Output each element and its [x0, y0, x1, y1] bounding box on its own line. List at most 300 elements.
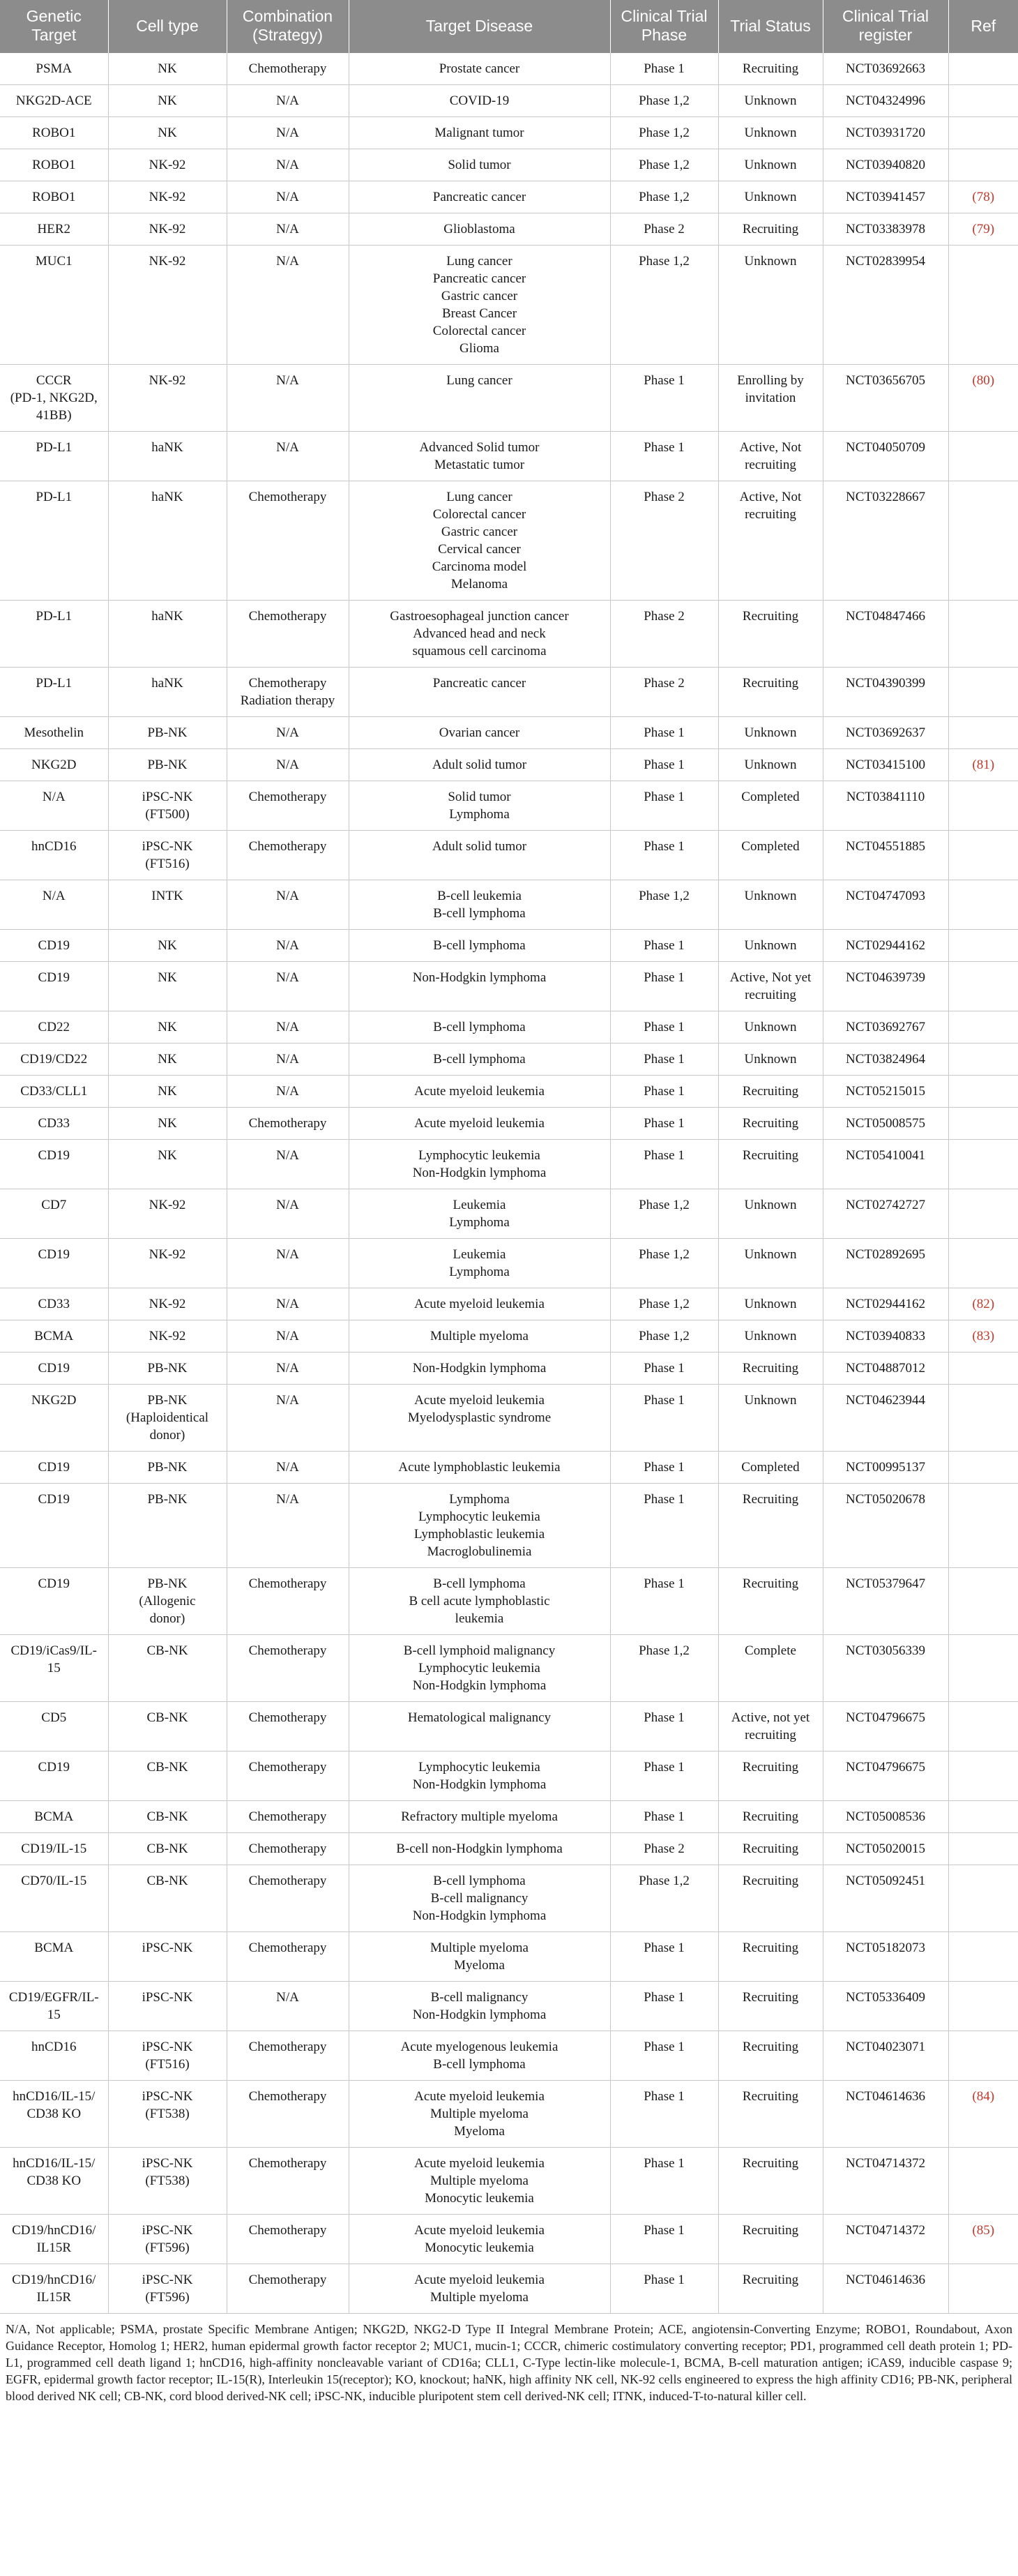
cell-ref: [948, 1982, 1018, 2031]
cell-combination: Chemotherapy: [227, 481, 349, 601]
cell-ref: [948, 1865, 1018, 1932]
table-row: [0, 781, 1018, 831]
cell-trial-status: Unknown: [718, 117, 823, 149]
cell-genetic-target: CD19: [0, 1752, 108, 1801]
cell-trial-status: Recruiting: [718, 53, 823, 85]
cell-genetic-target: PD-L1: [0, 668, 108, 717]
cell-combination: N/A: [227, 1239, 349, 1288]
cell-cell-type: NK: [108, 930, 227, 962]
table-row: [0, 432, 1018, 481]
header-cell-type: Cell type: [108, 0, 227, 53]
cell-trial-status: Recruiting: [718, 1568, 823, 1635]
cell-combination: Chemotherapy: [227, 1801, 349, 1833]
cell-trial-register: NCT04390399: [823, 668, 948, 717]
cell-genetic-target: CD19/hnCD16/ IL15R: [0, 2215, 108, 2264]
cell-genetic-target: PD-L1: [0, 481, 108, 601]
cell-ref: [948, 831, 1018, 880]
table-row: [0, 2031, 1018, 2081]
cell-trial-status: Unknown: [718, 930, 823, 962]
cell-trial-phase: Phase 1,2: [610, 149, 718, 181]
cell-trial-status: Unknown: [718, 1320, 823, 1353]
cell-genetic-target: PSMA: [0, 53, 108, 85]
cell-trial-phase: Phase 1: [610, 962, 718, 1011]
cell-ref: [948, 1833, 1018, 1865]
cell-trial-register: NCT04714372: [823, 2215, 948, 2264]
table-row: [0, 1635, 1018, 1702]
cell-combination: Chemotherapy: [227, 1702, 349, 1752]
cell-trial-phase: Phase 1,2: [610, 1239, 718, 1288]
cell-cell-type: PB-NK: [108, 717, 227, 749]
cell-cell-type: PB-NK: [108, 749, 227, 781]
cell-target-disease: Non-Hodgkin lymphoma: [349, 962, 610, 1011]
cell-trial-phase: Phase 2: [610, 1833, 718, 1865]
cell-cell-type: CB-NK: [108, 1702, 227, 1752]
cell-combination: Chemotherapy: [227, 1108, 349, 1140]
cell-combination: Chemotherapy: [227, 1865, 349, 1932]
cell-genetic-target: CCCR (PD-1, NKG2D, 41BB): [0, 365, 108, 432]
cell-trial-phase: Phase 1: [610, 1982, 718, 2031]
cell-trial-status: Unknown: [718, 1011, 823, 1044]
cell-cell-type: NK-92: [108, 1320, 227, 1353]
table-row: [0, 2215, 1018, 2264]
cell-cell-type: NK: [108, 1140, 227, 1189]
cell-cell-type: CB-NK: [108, 1865, 227, 1932]
cell-trial-register: NCT05215015: [823, 1076, 948, 1108]
cell-ref: [948, 2264, 1018, 2314]
header-ref: Ref: [948, 0, 1018, 53]
cell-cell-type: iPSC-NK (FT596): [108, 2264, 227, 2314]
cell-trial-status: Active, not yet recruiting: [718, 1702, 823, 1752]
cell-target-disease: Acute myeloid leukemia Multiple myeloma Monocytic leukemia: [349, 2148, 610, 2215]
cell-ref: [948, 781, 1018, 831]
cell-target-disease: Lymphoma Lymphocytic leukemia Lymphoblastic leukemia Macroglobulinemia: [349, 1484, 610, 1568]
cell-combination: N/A: [227, 930, 349, 962]
cell-trial-status: Recruiting: [718, 1076, 823, 1108]
cell-trial-phase: Phase 1: [610, 1752, 718, 1801]
cell-trial-status: Recruiting: [718, 601, 823, 668]
cell-trial-phase: Phase 1: [610, 1801, 718, 1833]
table-row: [0, 880, 1018, 930]
header-combination: Combination (Strategy): [227, 0, 349, 53]
cell-target-disease: B-cell lymphoma: [349, 930, 610, 962]
cell-cell-type: NK: [108, 1076, 227, 1108]
table-row: [0, 2148, 1018, 2215]
cell-genetic-target: NKG2D-ACE: [0, 85, 108, 117]
cell-ref: [948, 1076, 1018, 1108]
cell-genetic-target: CD33: [0, 1108, 108, 1140]
cell-combination: Chemotherapy: [227, 2031, 349, 2081]
cell-genetic-target: CD19/CD22: [0, 1044, 108, 1076]
cell-trial-status: Enrolling by invitation: [718, 365, 823, 432]
cell-target-disease: Glioblastoma: [349, 213, 610, 246]
table-row: [0, 85, 1018, 117]
cell-combination: Chemotherapy: [227, 2264, 349, 2314]
cell-combination: N/A: [227, 1353, 349, 1385]
cell-trial-status: Active, Not recruiting: [718, 432, 823, 481]
cell-trial-phase: Phase 1: [610, 2148, 718, 2215]
table-row: [0, 246, 1018, 365]
cell-trial-register: NCT04551885: [823, 831, 948, 880]
cell-ref: [948, 432, 1018, 481]
table-body: [0, 53, 1018, 2314]
cell-combination: Chemotherapy: [227, 831, 349, 880]
cell-ref: (85): [948, 2215, 1018, 2264]
cell-trial-register: NCT03415100: [823, 749, 948, 781]
cell-trial-phase: Phase 2: [610, 601, 718, 668]
cell-trial-register: NCT05336409: [823, 1982, 948, 2031]
table-row: [0, 601, 1018, 668]
cell-target-disease: Acute myeloid leukemia: [349, 1108, 610, 1140]
cell-trial-phase: Phase 1,2: [610, 1635, 718, 1702]
cell-combination: N/A: [227, 1385, 349, 1452]
cell-target-disease: Solid tumor Lymphoma: [349, 781, 610, 831]
cell-trial-register: NCT04623944: [823, 1385, 948, 1452]
cell-cell-type: NK-92: [108, 149, 227, 181]
cell-genetic-target: CD22: [0, 1011, 108, 1044]
cell-target-disease: Acute myelogenous leukemia B-cell lymphoma: [349, 2031, 610, 2081]
cell-trial-register: NCT04050709: [823, 432, 948, 481]
cell-cell-type: NK-92: [108, 181, 227, 213]
cell-genetic-target: CD19: [0, 1239, 108, 1288]
cell-combination: N/A: [227, 1044, 349, 1076]
cell-trial-status: Unknown: [718, 1239, 823, 1288]
cell-trial-status: Complete: [718, 1635, 823, 1702]
cell-genetic-target: hnCD16: [0, 831, 108, 880]
cell-trial-register: NCT05020015: [823, 1833, 948, 1865]
cell-ref: [948, 149, 1018, 181]
cell-trial-register: NCT04023071: [823, 2031, 948, 2081]
cell-target-disease: B-cell lymphoma B cell acute lymphoblastic leukemia: [349, 1568, 610, 1635]
cell-ref: [948, 1044, 1018, 1076]
header-clinical-trial-phase: Clinical Trial Phase: [610, 0, 718, 53]
cell-cell-type: NK: [108, 962, 227, 1011]
cell-trial-status: Unknown: [718, 1189, 823, 1239]
header-target-disease: Target Disease: [349, 0, 610, 53]
cell-trial-status: Active, Not recruiting: [718, 481, 823, 601]
cell-target-disease: Pancreatic cancer: [349, 668, 610, 717]
cell-target-disease: Acute myeloid leukemia Multiple myeloma: [349, 2264, 610, 2314]
cell-trial-status: Unknown: [718, 181, 823, 213]
table-row: [0, 181, 1018, 213]
cell-genetic-target: CD19: [0, 962, 108, 1011]
cell-trial-status: Unknown: [718, 1288, 823, 1320]
table-row: [0, 1932, 1018, 1982]
cell-ref: [948, 1353, 1018, 1385]
cell-trial-status: Recruiting: [718, 1484, 823, 1568]
cell-genetic-target: CD33/CLL1: [0, 1076, 108, 1108]
cell-ref: [948, 1568, 1018, 1635]
cell-trial-status: Unknown: [718, 1385, 823, 1452]
cell-trial-phase: Phase 1,2: [610, 85, 718, 117]
cell-trial-status: Unknown: [718, 717, 823, 749]
cell-target-disease: Lung cancer Colorectal cancer Gastric cancer Cervical cancer Carcinoma model Melanoma: [349, 481, 610, 601]
cell-ref: (80): [948, 365, 1018, 432]
cell-cell-type: iPSC-NK (FT516): [108, 2031, 227, 2081]
cell-trial-status: Completed: [718, 781, 823, 831]
cell-trial-status: Unknown: [718, 1044, 823, 1076]
cell-trial-phase: Phase 1: [610, 1932, 718, 1982]
cell-ref: [948, 1801, 1018, 1833]
cell-trial-phase: Phase 1: [610, 1011, 718, 1044]
cell-trial-phase: Phase 1: [610, 2264, 718, 2314]
cell-combination: N/A: [227, 1189, 349, 1239]
cell-ref: [948, 2148, 1018, 2215]
cell-trial-phase: Phase 1: [610, 1452, 718, 1484]
cell-trial-register: NCT03656705: [823, 365, 948, 432]
cell-cell-type: NK-92: [108, 1239, 227, 1288]
cell-trial-status: Recruiting: [718, 1108, 823, 1140]
cell-trial-phase: Phase 1: [610, 1044, 718, 1076]
cell-target-disease: Acute myeloid leukemia Monocytic leukemia: [349, 2215, 610, 2264]
cell-trial-status: Completed: [718, 1452, 823, 1484]
cell-cell-type: PB-NK (Haploidentical donor): [108, 1385, 227, 1452]
cell-genetic-target: CD19: [0, 930, 108, 962]
cell-trial-phase: Phase 1: [610, 831, 718, 880]
table-row: [0, 149, 1018, 181]
table-row: [0, 365, 1018, 432]
cell-genetic-target: N/A: [0, 781, 108, 831]
cell-genetic-target: CD19: [0, 1452, 108, 1484]
cell-trial-register: NCT04796675: [823, 1752, 948, 1801]
cell-genetic-target: PD-L1: [0, 601, 108, 668]
cell-ref: (82): [948, 1288, 1018, 1320]
cell-ref: [948, 880, 1018, 930]
cell-genetic-target: N/A: [0, 880, 108, 930]
cell-genetic-target: hnCD16/IL-15/ CD38 KO: [0, 2081, 108, 2148]
cell-genetic-target: CD19: [0, 1140, 108, 1189]
header-row: [0, 0, 1018, 53]
cell-genetic-target: CD19: [0, 1353, 108, 1385]
cell-ref: (81): [948, 749, 1018, 781]
cell-ref: [948, 1011, 1018, 1044]
cell-trial-phase: Phase 1: [610, 2215, 718, 2264]
cell-trial-phase: Phase 1: [610, 717, 718, 749]
cell-trial-status: Recruiting: [718, 213, 823, 246]
cell-cell-type: iPSC-NK: [108, 1982, 227, 2031]
cell-target-disease: Non-Hodgkin lymphoma: [349, 1353, 610, 1385]
cell-trial-phase: Phase 1,2: [610, 117, 718, 149]
cell-target-disease: Leukemia Lymphoma: [349, 1189, 610, 1239]
cell-cell-type: PB-NK (Allogenic donor): [108, 1568, 227, 1635]
cell-target-disease: COVID-19: [349, 85, 610, 117]
cell-genetic-target: hnCD16/IL-15/ CD38 KO: [0, 2148, 108, 2215]
cell-trial-register: NCT02839954: [823, 246, 948, 365]
cell-genetic-target: BCMA: [0, 1801, 108, 1833]
cell-combination: N/A: [227, 149, 349, 181]
cell-ref: [948, 1702, 1018, 1752]
cell-target-disease: Multiple myeloma Myeloma: [349, 1932, 610, 1982]
cell-trial-register: NCT02742727: [823, 1189, 948, 1239]
cell-target-disease: Lymphocytic leukemia Non-Hodgkin lymphoma: [349, 1752, 610, 1801]
cell-trial-phase: Phase 1: [610, 930, 718, 962]
cell-genetic-target: CD19/iCas9/IL- 15: [0, 1635, 108, 1702]
cell-trial-status: Recruiting: [718, 2148, 823, 2215]
cell-cell-type: NK: [108, 1044, 227, 1076]
cell-combination: N/A: [227, 213, 349, 246]
cell-genetic-target: NKG2D: [0, 1385, 108, 1452]
table-row: [0, 1568, 1018, 1635]
cell-trial-register: NCT04796675: [823, 1702, 948, 1752]
cell-ref: (83): [948, 1320, 1018, 1353]
cell-trial-status: Recruiting: [718, 668, 823, 717]
cell-genetic-target: CD19/IL-15: [0, 1833, 108, 1865]
cell-ref: [948, 246, 1018, 365]
cell-trial-register: NCT00995137: [823, 1452, 948, 1484]
cell-target-disease: Acute lymphoblastic leukemia: [349, 1452, 610, 1484]
cell-combination: Chemotherapy Radiation therapy: [227, 668, 349, 717]
cell-trial-register: NCT03383978: [823, 213, 948, 246]
cell-target-disease: Lymphocytic leukemia Non-Hodgkin lymphoma: [349, 1140, 610, 1189]
cell-trial-phase: Phase 1: [610, 2031, 718, 2081]
cell-ref: [948, 85, 1018, 117]
cell-trial-phase: Phase 1,2: [610, 181, 718, 213]
cell-cell-type: PB-NK: [108, 1484, 227, 1568]
cell-trial-phase: Phase 1,2: [610, 880, 718, 930]
cell-trial-status: Recruiting: [718, 1140, 823, 1189]
table-row: [0, 1140, 1018, 1189]
cell-trial-register: NCT04887012: [823, 1353, 948, 1385]
table-row: [0, 668, 1018, 717]
cell-cell-type: iPSC-NK (FT500): [108, 781, 227, 831]
cell-trial-register: NCT05379647: [823, 1568, 948, 1635]
cell-cell-type: PB-NK: [108, 1353, 227, 1385]
cell-ref: [948, 601, 1018, 668]
cell-trial-status: Unknown: [718, 246, 823, 365]
cell-ref: (79): [948, 213, 1018, 246]
cell-target-disease: Solid tumor: [349, 149, 610, 181]
cell-combination: N/A: [227, 1140, 349, 1189]
cell-ref: [948, 962, 1018, 1011]
cell-target-disease: Advanced Solid tumor Metastatic tumor: [349, 432, 610, 481]
cell-target-disease: Lung cancer Pancreatic cancer Gastric cancer Breast Cancer Colorectal cancer Glioma: [349, 246, 610, 365]
cell-combination: N/A: [227, 749, 349, 781]
cell-cell-type: iPSC-NK (FT538): [108, 2148, 227, 2215]
table-row: [0, 1011, 1018, 1044]
cell-target-disease: Acute myeloid leukemia: [349, 1076, 610, 1108]
cell-ref: [948, 1140, 1018, 1189]
cell-trial-register: NCT04324996: [823, 85, 948, 117]
cell-combination: N/A: [227, 1452, 349, 1484]
cell-trial-status: Recruiting: [718, 1932, 823, 1982]
cell-trial-phase: Phase 1,2: [610, 1189, 718, 1239]
table-row: [0, 1044, 1018, 1076]
cell-trial-register: NCT04714372: [823, 2148, 948, 2215]
cell-trial-status: Recruiting: [718, 1865, 823, 1932]
table-row: [0, 1865, 1018, 1932]
cell-ref: [948, 668, 1018, 717]
cell-target-disease: Prostate cancer: [349, 53, 610, 85]
cell-genetic-target: PD-L1: [0, 432, 108, 481]
header-clinical-trial-register: Clinical Trial register: [823, 0, 948, 53]
cell-trial-status: Recruiting: [718, 1353, 823, 1385]
cell-combination: Chemotherapy: [227, 2081, 349, 2148]
cell-trial-phase: Phase 1: [610, 53, 718, 85]
cell-trial-register: NCT05008536: [823, 1801, 948, 1833]
table-row: [0, 2081, 1018, 2148]
cell-combination: N/A: [227, 365, 349, 432]
cell-combination: N/A: [227, 181, 349, 213]
cell-trial-status: Recruiting: [718, 2081, 823, 2148]
cell-ref: [948, 1239, 1018, 1288]
cell-cell-type: CB-NK: [108, 1752, 227, 1801]
cell-trial-phase: Phase 1: [610, 1140, 718, 1189]
cell-combination: Chemotherapy: [227, 781, 349, 831]
cell-trial-phase: Phase 1,2: [610, 1320, 718, 1353]
cell-combination: Chemotherapy: [227, 1635, 349, 1702]
table-row: [0, 1189, 1018, 1239]
cell-genetic-target: BCMA: [0, 1320, 108, 1353]
cell-cell-type: CB-NK: [108, 1635, 227, 1702]
table-row: [0, 1801, 1018, 1833]
cell-trial-register: NCT03841110: [823, 781, 948, 831]
cell-genetic-target: MUC1: [0, 246, 108, 365]
cell-trial-register: NCT03692767: [823, 1011, 948, 1044]
table-row: [0, 1353, 1018, 1385]
cell-combination: N/A: [227, 432, 349, 481]
cell-cell-type: NK: [108, 117, 227, 149]
cell-cell-type: haNK: [108, 432, 227, 481]
cell-trial-register: NCT03228667: [823, 481, 948, 601]
table-row: [0, 717, 1018, 749]
cell-trial-phase: Phase 2: [610, 668, 718, 717]
cell-genetic-target: ROBO1: [0, 181, 108, 213]
cell-target-disease: Ovarian cancer: [349, 717, 610, 749]
cell-target-disease: Hematological malignancy: [349, 1702, 610, 1752]
cell-target-disease: Adult solid tumor: [349, 749, 610, 781]
cell-cell-type: haNK: [108, 481, 227, 601]
cell-genetic-target: NKG2D: [0, 749, 108, 781]
cell-cell-type: INTK: [108, 880, 227, 930]
cell-combination: Chemotherapy: [227, 53, 349, 85]
cell-trial-register: NCT02892695: [823, 1239, 948, 1288]
cell-combination: N/A: [227, 117, 349, 149]
table-row: [0, 481, 1018, 601]
cell-trial-phase: Phase 1: [610, 1108, 718, 1140]
cell-combination: Chemotherapy: [227, 2148, 349, 2215]
cell-trial-register: NCT02944162: [823, 1288, 948, 1320]
cell-trial-register: NCT05020678: [823, 1484, 948, 1568]
cell-ref: (84): [948, 2081, 1018, 2148]
cell-combination: N/A: [227, 962, 349, 1011]
cell-trial-phase: Phase 2: [610, 213, 718, 246]
cell-genetic-target: CD7: [0, 1189, 108, 1239]
table-row: [0, 213, 1018, 246]
cell-genetic-target: CD70/IL-15: [0, 1865, 108, 1932]
cell-target-disease: B-cell lymphoid malignancy Lymphocytic leukemia Non-Hodgkin lymphoma: [349, 1635, 610, 1702]
cell-trial-status: Recruiting: [718, 1752, 823, 1801]
cell-genetic-target: ROBO1: [0, 117, 108, 149]
cell-cell-type: haNK: [108, 668, 227, 717]
table-row: [0, 1385, 1018, 1452]
table-row: [0, 2264, 1018, 2314]
cell-trial-register: NCT05410041: [823, 1140, 948, 1189]
cell-combination: Chemotherapy: [227, 601, 349, 668]
cell-ref: [948, 1635, 1018, 1702]
cell-trial-register: NCT03941457: [823, 181, 948, 213]
cell-cell-type: NK-92: [108, 1288, 227, 1320]
cell-ref: [948, 117, 1018, 149]
table-row: [0, 1239, 1018, 1288]
cell-trial-register: NCT03056339: [823, 1635, 948, 1702]
cell-trial-phase: Phase 1: [610, 1353, 718, 1385]
table-row: [0, 1076, 1018, 1108]
cell-cell-type: NK: [108, 85, 227, 117]
table-row: [0, 1452, 1018, 1484]
header-genetic-target: Genetic Target: [0, 0, 108, 53]
cell-trial-phase: Phase 1,2: [610, 246, 718, 365]
cell-cell-type: NK-92: [108, 246, 227, 365]
table-row: [0, 1702, 1018, 1752]
